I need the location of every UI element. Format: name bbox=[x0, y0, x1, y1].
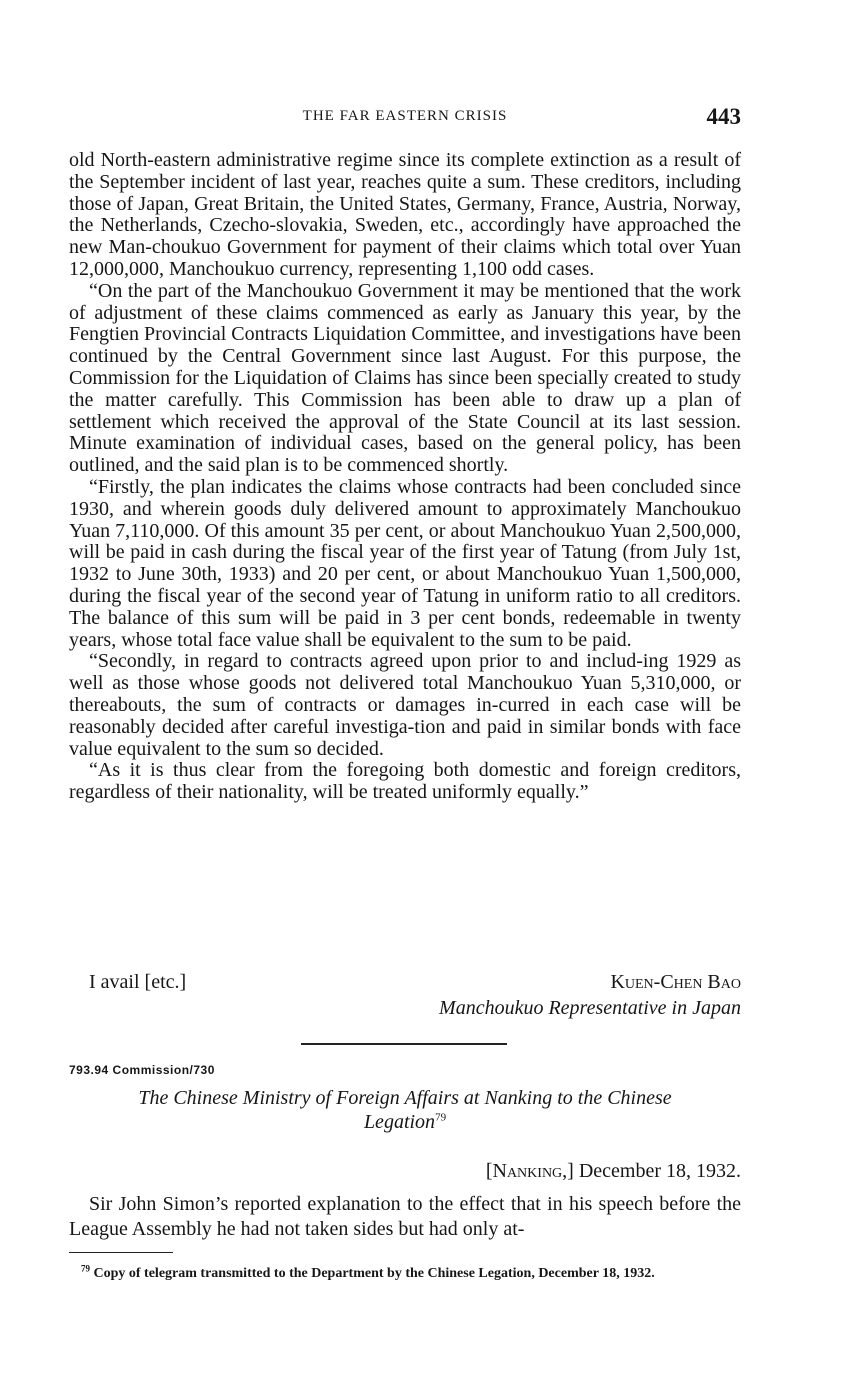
dateline-date: December 18, 1932. bbox=[578, 1160, 741, 1182]
page-number: 443 bbox=[706, 104, 741, 129]
body-paragraph: “As it is thus clear from the foregoing both domestic and foreign creditors, regardless of their nationality, will be treated uniformly equally.” bbox=[69, 759, 741, 804]
footnote bbox=[69, 1263, 741, 1282]
document-title bbox=[109, 1086, 701, 1134]
body-paragraph: “Firstly, the plan indicates the claims whose contracts had been concluded since 1930, and wherein goods duly delivered amount to approximately Manchoukuo Yuan 7,110,000. Of this amount 35 per cent, or about Manchoukuo Yuan 2,500,000, will be paid in cash during the fiscal year of the first year of Tatung (from July 1st, 1932 to June 30th, 1933) and 20 per cent, or about Manchoukuo Yuan 1,500,000, during the fiscal year of the second year of Tatung in uniform ratio to all creditors. The balance of this sum will be paid in 3 per cent bonds, redeemable in twenty years, whose total face value shall be equivalent to the sum to be paid. bbox=[69, 475, 741, 651]
footnote-text: Copy of telegram transmitted to the Department by the Chinese Legation, December 18, 1932. bbox=[93, 1266, 655, 1281]
dateline-place: [Nanking,] bbox=[485, 1160, 574, 1182]
closing-phrase: I avail [etc.] bbox=[89, 971, 187, 993]
running-header bbox=[69, 104, 741, 134]
footnote-rule bbox=[69, 1252, 173, 1253]
document-title-text: The Chinese Ministry of Foreign Affairs at Nanking to the Chinese Legation bbox=[138, 1087, 672, 1133]
body-paragraph: “On the part of the Manchoukuo Government it may be mentioned that the work of adjustment of these claims commenced as early as January this year, by the Fengtien Provincial Contracts Liquidation Committee, and investigations have been continued by the Central Government since last August. For this purpose, the Commission for the Liquidation of Claims has since been specially created to study the matter carefully. This Commission has been able to draw up a plan of settlement which received the approval of the State Council at its last session. Minute examination of individual cases, based on the general policy, has been outlined, and the said plan is to be commenced shortly. bbox=[69, 279, 741, 477]
signature-block bbox=[69, 971, 741, 1021]
telegram-opening-paragraph: Sir John Simon’s reported explanation to the effect that in his speech before the League Assembly he had not taken sides but had only at- bbox=[69, 1193, 741, 1240]
footnote-marker: 79 bbox=[81, 1263, 90, 1274]
dateline bbox=[486, 1160, 741, 1183]
signatory-title: Manchoukuo Representative in Japan bbox=[439, 997, 741, 1019]
running-title: THE FAR EASTERN CRISIS bbox=[302, 108, 508, 124]
section-divider bbox=[301, 1043, 507, 1045]
body-paragraph: “Secondly, in regard to contracts agreed upon prior to and includ-ing 1929 as well as those whose goods not delivered total Manchoukuo Yuan 5,310,000, or thereabouts, the sum of contracts or damages in-curred in each case will be reasonably decided after careful investiga-tion and paid in similar bonds with face value equivalent to the sum so decided. bbox=[69, 650, 741, 760]
body-paragraph: old North-eastern administrative regime since its complete extinction as a result of the September incident of last year, reaches quite a sum. These creditors, including those of Japan, Great Britain, the United States, Germany, France, Austria, Norway, the Netherlands, Czecho-slovakia, Sweden, etc., accordingly have approached the new Man-choukuo Government for payment of their claims which total over Yuan 12,000,000, Manchoukuo currency, representing 1,100 odd cases. bbox=[69, 149, 741, 280]
signatory-name: Kuen-Chen Bao bbox=[610, 971, 741, 993]
footnote-reference: 79 bbox=[435, 1111, 447, 1124]
file-number: 793.94 Commission/730 bbox=[69, 1063, 215, 1077]
letter-body bbox=[69, 150, 741, 804]
